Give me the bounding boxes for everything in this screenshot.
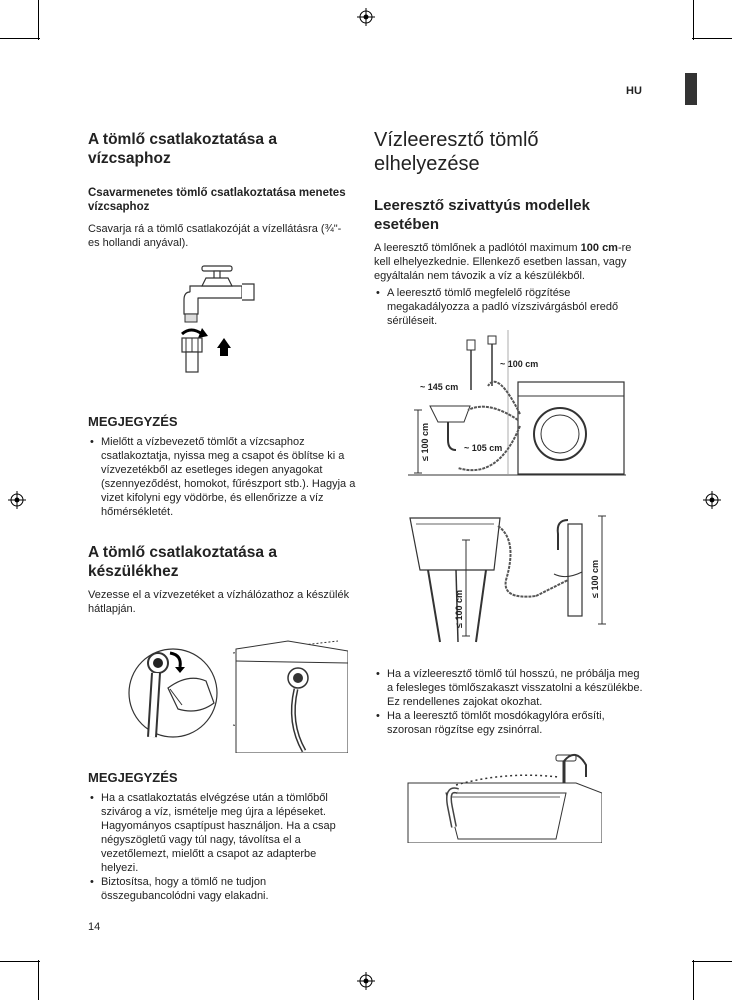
section-subtitle: Csavarmenetes tömlő csatlakoztatása menetes vízcsaphoz [88,187,346,213]
figure-label: ~ 100 cm [500,359,539,369]
intro-text-end: -re kell elhelyezkednie. Ellenkező esetben lassan, vagy egyáltalán nem távozik a víz a készülékből. [374,242,632,282]
drain-height-figure [408,330,626,478]
note-2 [88,770,356,903]
section-text: Vezesse el a vízvezetéket a vízhálózathoz a készülék hátlapján. [88,589,350,615]
note-list [88,791,356,903]
drain-options-figure [406,510,616,650]
section-text: Csavarja rá a tömlő csatlakozóját a vízellátásra (¾"-es hollandi anyával). [88,223,342,249]
figure-label: ≤ 100 cm [454,590,464,628]
crop-mark [693,960,694,1000]
list-item: • Ha a leeresztő tömlőt mosdókagylóra erősíti, szorosan rögzítse egy zsinórral. [374,709,644,737]
figure-label: ≤ 100 cm [420,423,430,461]
sink-tie-illustration [406,747,602,843]
tap-hose-illustration [180,262,260,374]
crop-mark [38,960,39,1000]
hose-connection-illustration [128,633,348,753]
section-title: A tömlő csatlakoztatása a készülékhez [88,544,277,580]
crop-mark [693,0,694,40]
registration-mark-icon [703,491,721,509]
right-section-drain-hose [374,128,646,328]
intro-bold-value: 100 cm [580,242,618,254]
crop-mark [692,961,732,962]
figure-label: ~ 105 cm [464,443,503,453]
language-code: HU [626,85,642,97]
section-title: A tömlő csatlakoztatása a vízcsaphoz [88,131,277,167]
list-item: • Mielőtt a vízbevezető tömlőt a vízcsaphoz csatlakoztatja, nyissa meg a csapot és öblítse ki a vízvezetékből az esetleges idegen anyagokat (szennyeződést, homokot, fűrészport stb.). Hagyja a vizet kifolyni egy vödörbe, és ellenőrizze a víz hőmérsékletét. [88,435,356,519]
drain-bullet-list [374,286,646,328]
section-subtitle: Leeresztő szivattyús modellek esetében [374,197,590,233]
crop-mark [38,0,39,40]
figure-label: ≤ 100 cm [590,560,600,598]
list-item: • Ha a csatlakoztatás elvégzése után a tömlőből szivárog a víz, ismételje meg újra a lépéseket. Hagyományos csaptípust használjon. Ha a csap négyszögletű vagy túl nagy, távolítsa el a vezetőlemezt, mielőtt a csapot az adapterbe helyezi. [88,791,356,875]
crop-mark [0,961,40,962]
note-1 [88,414,356,519]
registration-mark-icon [357,8,375,26]
section-title: Vízleeresztő tömlő elhelyezése [374,129,539,175]
registration-mark-icon [8,491,26,509]
intro-paragraph [374,241,646,283]
left-section-connect-tap [88,130,348,250]
left-section-connect-appliance [88,543,353,616]
crop-mark [692,38,732,39]
drain-bullet-list [374,667,644,737]
list-item: • A leeresztő tömlő megfelelő rögzítése megakadályozza a padló vízszivárgásból eredő sérüléseit. [374,286,646,328]
note-list [88,435,356,519]
registration-mark-icon [357,972,375,990]
figure-label: ~ 145 cm [420,382,459,392]
list-item: • Biztosítsa, hogy a tömlő ne tudjon összegubancolódni vagy elakadni. [88,875,356,903]
note-title: MEGJEGYZÉS [88,414,178,429]
list-item: • Ha a vízleeresztő tömlő túl hosszú, ne próbálja meg a felesleges tömlőszakaszt visszatolni a készülékbe. Ez rendellenes zajokat okozhat. [374,667,644,709]
note-title: MEGJEGYZÉS [88,770,178,785]
intro-text: A leeresztő tömlőnek a padlótól maximum [374,242,581,254]
language-tab-bar [685,73,697,105]
drain-notes [374,667,644,737]
crop-mark [0,38,40,39]
page-number: 14 [88,921,101,933]
